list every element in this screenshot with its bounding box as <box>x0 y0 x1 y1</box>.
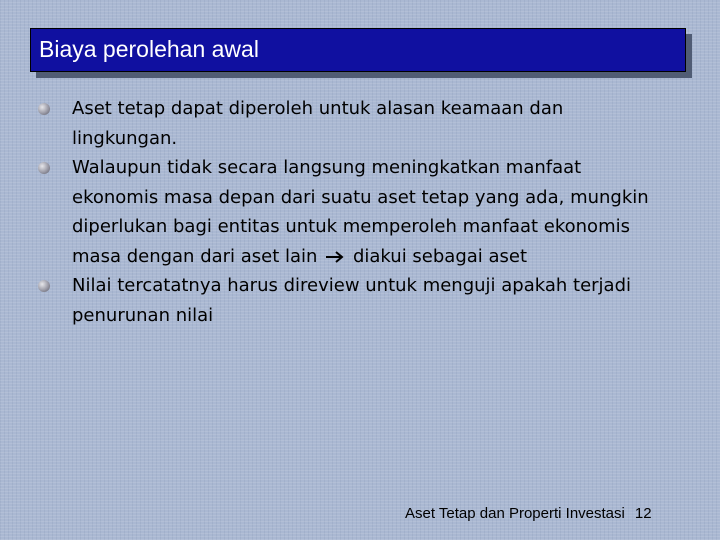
slide-title: Biaya perolehan awal <box>39 36 259 62</box>
title-bar <box>30 28 686 72</box>
bullet-dot-icon <box>38 103 50 115</box>
bullet-text: Walaupun tidak secara langsung meningkatkan manfaat ekonomis masa depan dari suatu aset tetap yang ada, mungkin diperlukan bagi entitas untuk memperoleh manfaat ekonomis masa dengan dari aset lain <box>72 157 649 267</box>
bullet-item <box>0 153 652 271</box>
bullet-text: Aset tetap dapat diperoleh untuk alasan keamaan dan lingkungan. <box>72 98 564 149</box>
bullet-item <box>0 271 652 330</box>
footer <box>405 504 652 524</box>
footer-text: Aset Tetap dan Properti Investasi <box>405 505 625 522</box>
page-number: 12 <box>634 505 652 522</box>
bullet-list <box>0 94 720 330</box>
bullet-dot-icon <box>38 280 50 292</box>
right-arrow-icon <box>325 250 345 264</box>
bullet-text-continued: diakui sebagai aset <box>352 245 528 267</box>
bullet-text: Nilai tercatatnya harus direview untuk menguji apakah terjadi penurunan nilai <box>72 275 632 326</box>
bullet-dot-icon <box>38 162 50 174</box>
bullet-item <box>0 94 652 153</box>
